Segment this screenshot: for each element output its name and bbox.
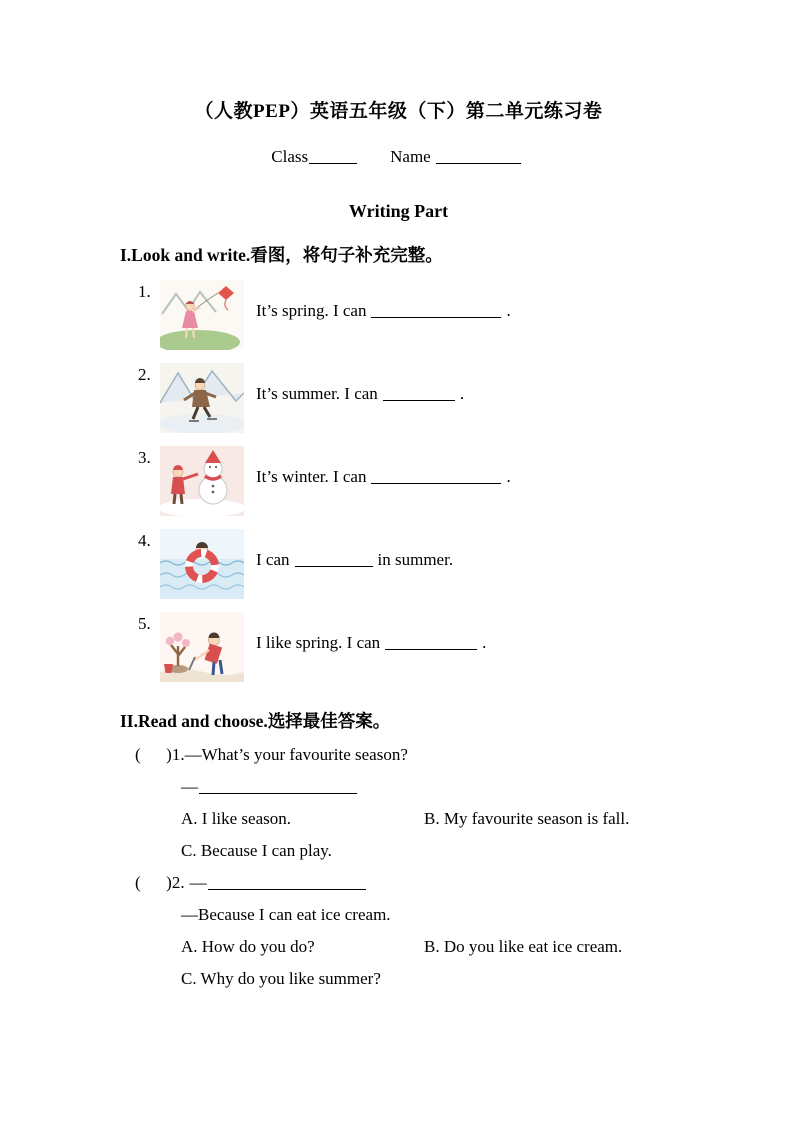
question-1-line-1 [135,745,677,765]
dash: — [181,777,198,796]
sentence-prefix: It’s winter. I can [256,467,367,486]
part2-heading [120,708,677,733]
item-number: 1. [138,282,151,301]
sentence-prefix: It’s spring. I can [256,301,367,320]
sentence-suffix: . [506,301,511,320]
option-a: A. How do you do? [181,937,315,956]
answer-blank [383,386,455,401]
option-b: B. My favourite season is fall. [424,809,630,828]
question-2-options-ab [181,937,677,957]
part1-heading [120,242,677,267]
answer-blank [371,469,501,484]
sentence-4 [256,550,453,570]
answer-blank [295,552,373,567]
item-number: 4. [138,531,151,550]
class-blank [309,149,357,164]
answer-blank [208,875,366,890]
question-1-line-2 [181,777,677,797]
sentence-suffix: . [459,384,465,403]
sentence-suffix: . [482,633,487,652]
question-1-options-ab [181,809,677,829]
question-2-line-2 [181,905,677,925]
question-text: —Because I can eat ice cream. [181,905,391,924]
class-label: Class [271,147,309,166]
part1-heading-en: I.Look and write. [120,245,251,265]
exercise-item-2 [138,363,677,433]
sentence-prefix: It’s summer. I can [256,384,378,403]
bucket-icon [164,664,173,673]
question-2-option-c [181,969,677,989]
item-number: 2. [138,365,151,384]
answer-bracket: ( )2. [135,873,185,892]
part1-heading-zh: 看图，将句子补充完整。 [250,245,443,265]
part2-heading-en: II.Read and choose. [120,711,268,731]
option-c: C. Why do you like summer? [181,969,381,988]
answer-bracket: ( )1. [135,745,185,764]
answer-blank [371,303,501,318]
sentence-suffix: . [506,467,511,486]
exercise-item-5 [138,612,677,682]
option-c: C. Because I can play. [181,841,332,860]
spring-kite-illustration [160,280,244,350]
part2-heading-zh: 选择最佳答案。 [267,711,391,731]
sentence-prefix: I can [256,550,290,569]
question-text: —What’s your favourite season? [184,745,408,764]
writing-part-title: Writing Part [348,201,449,221]
class-name-line [120,147,677,167]
doc-title: （人教PEP）英语五年级（下）第二单元练习卷 [194,101,603,122]
swimming-illustration [160,529,244,599]
question-1-option-c [181,841,677,861]
sentence-suffix: in summer. [377,550,454,569]
answer-blank [199,779,357,794]
sentence-5 [256,633,486,653]
name-blank [436,149,521,164]
sentence-3 [256,467,511,487]
sentence-prefix: I like spring. I can [256,633,381,652]
snowman-illustration [160,446,244,516]
skating-illustration [160,363,244,433]
question-2 [135,873,677,989]
name-label: Name [390,147,431,166]
question-1 [135,745,677,861]
question-2-line-1 [135,873,677,893]
sentence-1 [256,301,511,321]
item-number: 3. [138,448,151,467]
sentence-2 [256,384,464,404]
answer-blank [385,635,477,650]
dash: — [189,873,207,892]
exercise-item-4 [138,529,677,599]
exercise-item-1 [138,280,677,350]
item-number: 5. [138,614,151,633]
planting-illustration [160,612,244,682]
option-b: B. Do you like eat ice cream. [424,937,623,956]
option-a: A. I like season. [181,809,292,828]
exercise-item-3 [138,446,677,516]
